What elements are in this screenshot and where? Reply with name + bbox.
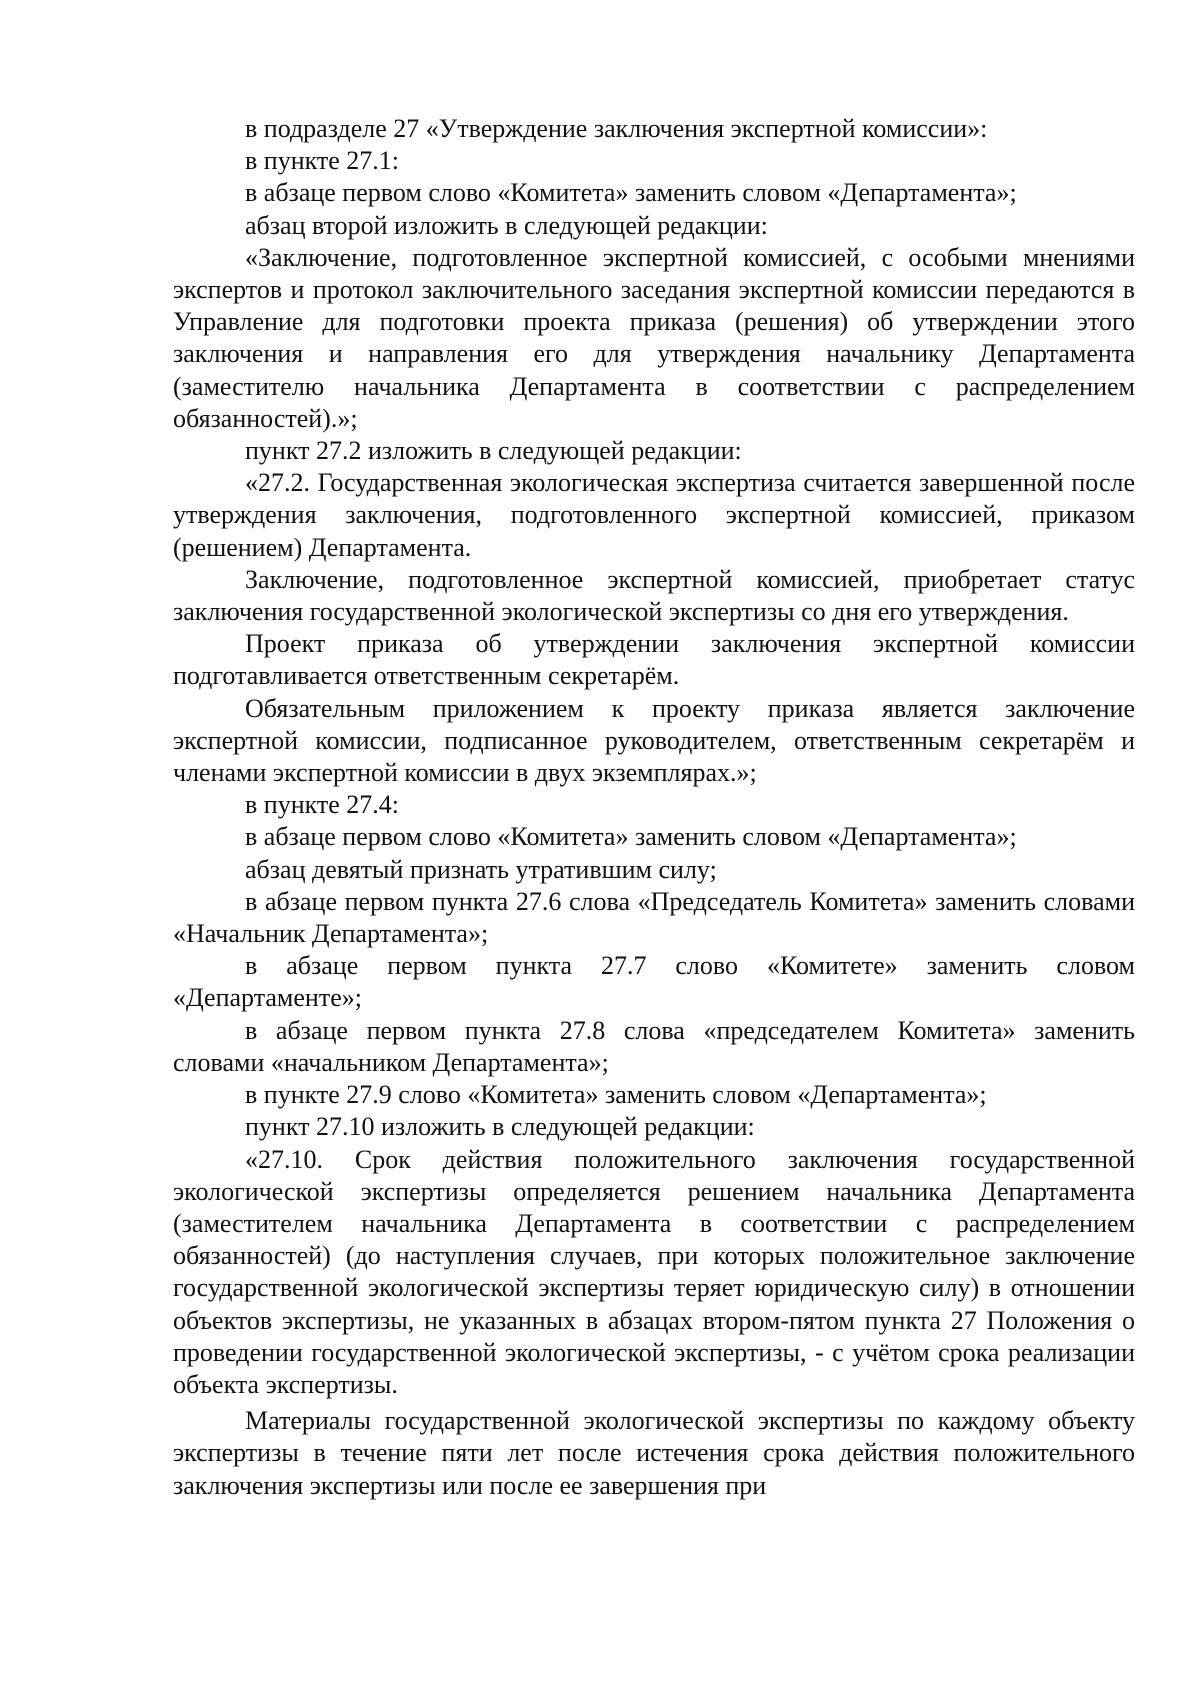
paragraph-order-project: Проект приказа об утверждении заключения экспертной комиссии подготавливается ответственным секретарём. [173, 629, 1135, 691]
paragraph-point-27-10-intro: пункт 27.10 изложить в следующей редакции: [245, 1112, 755, 1142]
paragraph-27-1-second-abzac: абзац второй изложить в следующей редакции: [245, 210, 768, 240]
paragraph-point-27-9: в пункте 27.9 слово «Комитета» заменить словом «Департамента»; [245, 1080, 987, 1110]
paragraph-27-4-first-abzac: в абзаце первом слово «Комитета» заменить словом «Департамента»; [245, 822, 1017, 852]
paragraph-conclusion-quote: «Заключение, подготовленное экспертной комиссией, с особыми мнениями экспертов и протокол заключительного заседания экспертной комиссии передаются в Управление для подготовки проекта приказа (решения) об утверждении этого заключения и направления его для утверждения начальнику Департамента (заместителю начальника Департамента в соответствии с распределением обязанностей).»; [173, 242, 1135, 433]
paragraph-mandatory-attachment: Обязательным приложением к проекту приказа является заключение экспертной комиссии, подписанное руководителем, ответственным секретарём и членами экспертной комиссии в двух экземплярах.»; [173, 693, 1135, 788]
paragraph-point-27-1: в пункте 27.1: [245, 146, 400, 176]
paragraph-point-27-8: в абзаце первом пункта 27.8 слова «председателем Комитета» заменить словами «начальником Департамента»; [173, 1015, 1135, 1077]
paragraph-27-2-text: «27.2. Государственная экологическая экспертиза считается завершенной после утверждения заключения, подготовленного экспертной комиссией, приказом (решением) Департамента. [173, 468, 1135, 562]
paragraph-27-4-ninth-abzac: абзац девятый признать утратившим силу; [245, 854, 717, 884]
paragraph-27-10-text: «27.10. Срок действия положительного заключения государственной экологической экспертизы определяется решением начальника Департамента (заместителем начальника Департамента в соответствии с распределением обязанностей) (до наступления случаев, при которых положительное заключение государственной экологической экспертизы теряет юридическую силу) в отношении объектов экспертизы, не указанных в абзацах втором-пятом пункта 27 Положения о проведении государственной экологической экспертизы, - с учётом срока реализации объекта экспертизы. [173, 1144, 1135, 1399]
paragraph-point-27-4: в пункте 27.4: [245, 790, 400, 820]
document-page [173, 113, 1135, 1502]
paragraph-point-27-7: в абзаце первом пункта 27.7 слово «Комитете» заменить словом «Департаменте»; [173, 951, 1135, 1013]
paragraph-27-1-first-abzac: в абзаце первом слово «Комитета» заменить словом «Департамента»; [245, 178, 1017, 208]
paragraph-point-27-6: в абзаце первом пункта 27.6 слова «Председатель Комитета» заменить словами «Начальник Департамента»; [173, 886, 1135, 949]
paragraph-materials: Материалы государственной экологической экспертизы по каждому объекту экспертизы в течение пяти лет после истечения срока действия положительного заключения экспертизы или после ее завершения при [173, 1406, 1135, 1500]
paragraph-subsection-27-heading: в подразделе 27 «Утверждение заключения экспертной комиссии»: [245, 114, 988, 143]
paragraph-point-27-2: пункт 27.2 изложить в следующей редакции: [245, 436, 742, 466]
paragraph-conclusion-status: Заключение, подготовленное экспертной комиссией, приобретает статус заключения государственной экологической экспертизы со дня его утверждения. [173, 564, 1135, 627]
